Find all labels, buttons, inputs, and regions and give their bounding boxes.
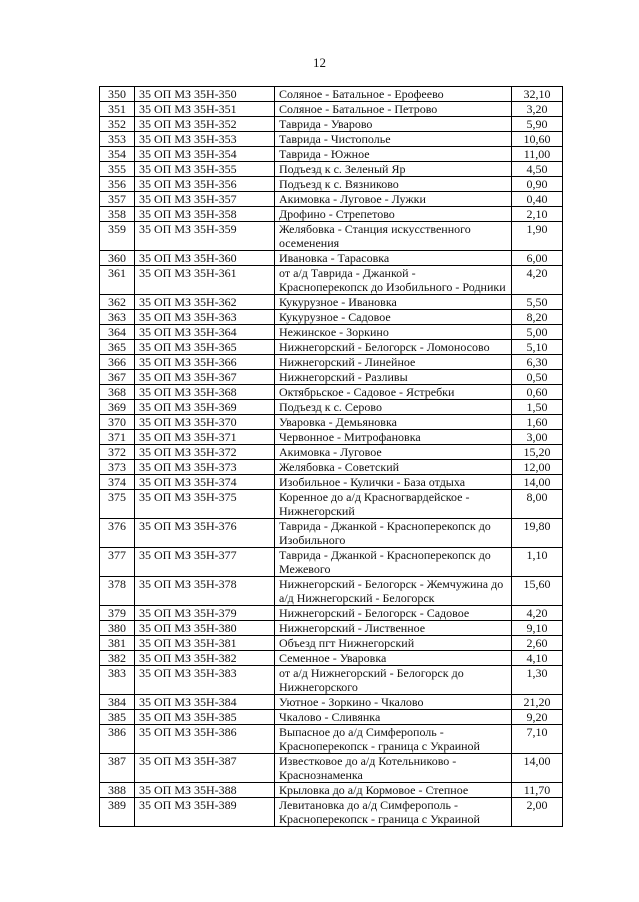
- road-name-cell: от а/д Нижнегорский - Белогорск до Нижнегорского: [275, 666, 512, 695]
- road-length-cell: 19,80: [512, 519, 563, 548]
- road-name-cell: Соляное - Батальное - Ерофеево: [275, 87, 512, 102]
- table-row: [100, 192, 563, 207]
- road-code-cell: 35 ОП МЗ 35Н-356: [135, 177, 275, 192]
- row-number-cell: 352: [100, 117, 135, 132]
- table-row: [100, 490, 563, 519]
- row-number-cell: 368: [100, 385, 135, 400]
- road-name-cell: Нижнегорский - Белогорск - Ломоносово: [275, 340, 512, 355]
- table-row: [100, 340, 563, 355]
- table-row: [100, 519, 563, 548]
- road-length-cell: 11,00: [512, 147, 563, 162]
- row-number-cell: 360: [100, 251, 135, 266]
- road-name-cell: Коренное до а/д Красногвардейское - Нижнегорский: [275, 490, 512, 519]
- row-number-cell: 382: [100, 651, 135, 666]
- road-name-cell: от а/д Таврида - Джанкой - Красноперекопск до Изобильного - Родники: [275, 266, 512, 295]
- table-row: [100, 725, 563, 754]
- row-number-cell: 370: [100, 415, 135, 430]
- table-row: [100, 87, 563, 102]
- road-name-cell: Левитановка до а/д Симферополь - Красноперекопск - граница с Украиной: [275, 798, 512, 827]
- road-code-cell: 35 ОП МЗ 35Н-361: [135, 266, 275, 295]
- table-row: [100, 222, 563, 251]
- row-number-cell: 363: [100, 310, 135, 325]
- row-number-cell: 372: [100, 445, 135, 460]
- row-number-cell: 386: [100, 725, 135, 754]
- road-name-cell: Таврида - Джанкой - Красноперекопск до Изобильного: [275, 519, 512, 548]
- road-length-cell: 1,90: [512, 222, 563, 251]
- table-row: [100, 162, 563, 177]
- road-code-cell: 35 ОП МЗ 35Н-383: [135, 666, 275, 695]
- road-code-cell: 35 ОП МЗ 35Н-350: [135, 87, 275, 102]
- row-number-cell: 364: [100, 325, 135, 340]
- road-name-cell: Желябовка - Советский: [275, 460, 512, 475]
- road-code-cell: 35 ОП МЗ 35Н-352: [135, 117, 275, 132]
- table-row: [100, 636, 563, 651]
- road-name-cell: Чкалово - Сливянка: [275, 710, 512, 725]
- road-length-cell: 11,70: [512, 783, 563, 798]
- table-row: [100, 385, 563, 400]
- road-name-cell: Желябовка - Станция искусственного осеменения: [275, 222, 512, 251]
- table-row: [100, 460, 563, 475]
- table-row: [100, 251, 563, 266]
- roads-table: [99, 86, 563, 827]
- road-length-cell: 2,10: [512, 207, 563, 222]
- table-row: [100, 577, 563, 606]
- road-name-cell: Червонное - Митрофановка: [275, 430, 512, 445]
- road-length-cell: 1,60: [512, 415, 563, 430]
- road-name-cell: Известковое до а/д Котельниково - Краснознаменка: [275, 754, 512, 783]
- road-name-cell: Таврида - Уварово: [275, 117, 512, 132]
- road-name-cell: Подъезд к с. Вязниково: [275, 177, 512, 192]
- road-code-cell: 35 ОП МЗ 35Н-362: [135, 295, 275, 310]
- row-number-cell: 381: [100, 636, 135, 651]
- road-name-cell: Соляное - Батальное - Петрово: [275, 102, 512, 117]
- road-length-cell: 6,30: [512, 355, 563, 370]
- road-code-cell: 35 ОП МЗ 35Н-363: [135, 310, 275, 325]
- road-code-cell: 35 ОП МЗ 35Н-371: [135, 430, 275, 445]
- road-name-cell: Нижнегорский - Линейное: [275, 355, 512, 370]
- row-number-cell: 367: [100, 370, 135, 385]
- road-length-cell: 6,00: [512, 251, 563, 266]
- road-length-cell: 3,00: [512, 430, 563, 445]
- road-code-cell: 35 ОП МЗ 35Н-376: [135, 519, 275, 548]
- road-code-cell: 35 ОП МЗ 35Н-372: [135, 445, 275, 460]
- road-name-cell: Объезд пгт Нижнегорский: [275, 636, 512, 651]
- table-row: [100, 710, 563, 725]
- road-length-cell: 5,50: [512, 295, 563, 310]
- road-name-cell: Таврида - Южное: [275, 147, 512, 162]
- road-length-cell: 0,90: [512, 177, 563, 192]
- table-row: [100, 606, 563, 621]
- road-code-cell: 35 ОП МЗ 35Н-373: [135, 460, 275, 475]
- row-number-cell: 378: [100, 577, 135, 606]
- road-length-cell: 15,20: [512, 445, 563, 460]
- row-number-cell: 374: [100, 475, 135, 490]
- row-number-cell: 389: [100, 798, 135, 827]
- road-name-cell: Выпасное до а/д Симферополь - Красноперекопск - граница с Украиной: [275, 725, 512, 754]
- row-number-cell: 377: [100, 548, 135, 577]
- table-row: [100, 102, 563, 117]
- road-code-cell: 35 ОП МЗ 35Н-367: [135, 370, 275, 385]
- road-name-cell: Таврида - Чистополье: [275, 132, 512, 147]
- road-name-cell: Акимовка - Луговое: [275, 445, 512, 460]
- row-number-cell: 387: [100, 754, 135, 783]
- row-number-cell: 358: [100, 207, 135, 222]
- table-row: [100, 695, 563, 710]
- row-number-cell: 388: [100, 783, 135, 798]
- road-length-cell: 8,00: [512, 490, 563, 519]
- table-row: [100, 415, 563, 430]
- roads-table-body: [100, 87, 563, 827]
- table-row: [100, 798, 563, 827]
- road-length-cell: 0,40: [512, 192, 563, 207]
- road-name-cell: Таврида - Джанкой - Красноперекопск до Межевого: [275, 548, 512, 577]
- table-row: [100, 651, 563, 666]
- row-number-cell: 353: [100, 132, 135, 147]
- road-length-cell: 5,10: [512, 340, 563, 355]
- road-length-cell: 14,00: [512, 754, 563, 783]
- road-code-cell: 35 ОП МЗ 35Н-381: [135, 636, 275, 651]
- row-number-cell: 361: [100, 266, 135, 295]
- road-length-cell: 21,20: [512, 695, 563, 710]
- road-name-cell: Изобильное - Кулички - База отдыха: [275, 475, 512, 490]
- row-number-cell: 359: [100, 222, 135, 251]
- table-row: [100, 621, 563, 636]
- table-row: [100, 370, 563, 385]
- road-code-cell: 35 ОП МЗ 35Н-380: [135, 621, 275, 636]
- table-row: [100, 177, 563, 192]
- road-code-cell: 35 ОП МЗ 35Н-369: [135, 400, 275, 415]
- road-code-cell: 35 ОП МЗ 35Н-351: [135, 102, 275, 117]
- road-code-cell: 35 ОП МЗ 35Н-385: [135, 710, 275, 725]
- row-number-cell: 355: [100, 162, 135, 177]
- row-number-cell: 354: [100, 147, 135, 162]
- row-number-cell: 371: [100, 430, 135, 445]
- road-length-cell: 5,00: [512, 325, 563, 340]
- road-name-cell: Подъезд к с. Зеленый Яр: [275, 162, 512, 177]
- table-row: [100, 266, 563, 295]
- table-row: [100, 430, 563, 445]
- row-number-cell: 384: [100, 695, 135, 710]
- road-length-cell: 2,00: [512, 798, 563, 827]
- table-row: [100, 666, 563, 695]
- table-row: [100, 475, 563, 490]
- road-code-cell: 35 ОП МЗ 35Н-358: [135, 207, 275, 222]
- road-code-cell: 35 ОП МЗ 35Н-378: [135, 577, 275, 606]
- road-length-cell: 12,00: [512, 460, 563, 475]
- road-code-cell: 35 ОП МЗ 35Н-377: [135, 548, 275, 577]
- road-name-cell: Подъезд к с. Серово: [275, 400, 512, 415]
- row-number-cell: 380: [100, 621, 135, 636]
- road-name-cell: Уваровка - Демьяновка: [275, 415, 512, 430]
- table-row: [100, 207, 563, 222]
- road-name-cell: Семенное - Уваровка: [275, 651, 512, 666]
- road-name-cell: Кукурузное - Садовое: [275, 310, 512, 325]
- road-name-cell: Октябрьское - Садовое - Ястребки: [275, 385, 512, 400]
- road-length-cell: 5,90: [512, 117, 563, 132]
- page-number: 12: [313, 55, 326, 70]
- road-code-cell: 35 ОП МЗ 35Н-388: [135, 783, 275, 798]
- road-name-cell: Нежинское - Зоркино: [275, 325, 512, 340]
- row-number-cell: 356: [100, 177, 135, 192]
- road-name-cell: Нижнегорский - Белогорск - Садовое: [275, 606, 512, 621]
- road-code-cell: 35 ОП МЗ 35Н-366: [135, 355, 275, 370]
- road-code-cell: 35 ОП МЗ 35Н-375: [135, 490, 275, 519]
- road-length-cell: 0,50: [512, 370, 563, 385]
- road-code-cell: 35 ОП МЗ 35Н-387: [135, 754, 275, 783]
- road-length-cell: 14,00: [512, 475, 563, 490]
- road-code-cell: 35 ОП МЗ 35Н-353: [135, 132, 275, 147]
- row-number-cell: 383: [100, 666, 135, 695]
- road-name-cell: Дрофино - Стрепетово: [275, 207, 512, 222]
- road-name-cell: Крыловка до а/д Кормовое - Степное: [275, 783, 512, 798]
- road-code-cell: 35 ОП МЗ 35Н-357: [135, 192, 275, 207]
- table-row: [100, 310, 563, 325]
- row-number-cell: 375: [100, 490, 135, 519]
- road-length-cell: 4,20: [512, 266, 563, 295]
- road-code-cell: 35 ОП МЗ 35Н-386: [135, 725, 275, 754]
- road-length-cell: 3,20: [512, 102, 563, 117]
- table-row: [100, 132, 563, 147]
- road-code-cell: 35 ОП МЗ 35Н-389: [135, 798, 275, 827]
- row-number-cell: 366: [100, 355, 135, 370]
- road-length-cell: 0,60: [512, 385, 563, 400]
- row-number-cell: 369: [100, 400, 135, 415]
- road-length-cell: 8,20: [512, 310, 563, 325]
- road-code-cell: 35 ОП МЗ 35Н-359: [135, 222, 275, 251]
- table-row: [100, 117, 563, 132]
- road-code-cell: 35 ОП МЗ 35Н-368: [135, 385, 275, 400]
- row-number-cell: 373: [100, 460, 135, 475]
- road-length-cell: 4,50: [512, 162, 563, 177]
- road-length-cell: 10,60: [512, 132, 563, 147]
- road-length-cell: 15,60: [512, 577, 563, 606]
- table-row: [100, 295, 563, 310]
- road-length-cell: 1,30: [512, 666, 563, 695]
- road-code-cell: 35 ОП МЗ 35Н-354: [135, 147, 275, 162]
- road-code-cell: 35 ОП МЗ 35Н-355: [135, 162, 275, 177]
- road-length-cell: 1,50: [512, 400, 563, 415]
- road-length-cell: 1,10: [512, 548, 563, 577]
- row-number-cell: 385: [100, 710, 135, 725]
- road-length-cell: 32,10: [512, 87, 563, 102]
- row-number-cell: 376: [100, 519, 135, 548]
- road-code-cell: 35 ОП МЗ 35Н-370: [135, 415, 275, 430]
- road-length-cell: 9,20: [512, 710, 563, 725]
- row-number-cell: 357: [100, 192, 135, 207]
- road-name-cell: Кукурузное - Ивановка: [275, 295, 512, 310]
- table-row: [100, 783, 563, 798]
- road-name-cell: Нижнегорский - Белогорск - Жемчужина до а/д Нижнегорский - Белогорск: [275, 577, 512, 606]
- row-number-cell: 351: [100, 102, 135, 117]
- road-name-cell: Акимовка - Луговое - Лужки: [275, 192, 512, 207]
- road-length-cell: 4,20: [512, 606, 563, 621]
- table-row: [100, 147, 563, 162]
- table-row: [100, 445, 563, 460]
- road-length-cell: 9,10: [512, 621, 563, 636]
- road-length-cell: 4,10: [512, 651, 563, 666]
- road-name-cell: Уютное - Зоркино - Чкалово: [275, 695, 512, 710]
- road-name-cell: Нижнегорский - Лиственное: [275, 621, 512, 636]
- road-code-cell: 35 ОП МЗ 35Н-360: [135, 251, 275, 266]
- table-row: [100, 400, 563, 415]
- row-number-cell: 362: [100, 295, 135, 310]
- road-length-cell: 7,10: [512, 725, 563, 754]
- road-name-cell: Нижнегорский - Разливы: [275, 370, 512, 385]
- table-row: [100, 325, 563, 340]
- row-number-cell: 350: [100, 87, 135, 102]
- road-code-cell: 35 ОП МЗ 35Н-374: [135, 475, 275, 490]
- table-row: [100, 355, 563, 370]
- road-name-cell: Ивановка - Тарасовка: [275, 251, 512, 266]
- road-length-cell: 2,60: [512, 636, 563, 651]
- row-number-cell: 379: [100, 606, 135, 621]
- road-code-cell: 35 ОП МЗ 35Н-384: [135, 695, 275, 710]
- table-row: [100, 548, 563, 577]
- row-number-cell: 365: [100, 340, 135, 355]
- road-code-cell: 35 ОП МЗ 35Н-379: [135, 606, 275, 621]
- road-code-cell: 35 ОП МЗ 35Н-364: [135, 325, 275, 340]
- road-code-cell: 35 ОП МЗ 35Н-382: [135, 651, 275, 666]
- table-row: [100, 754, 563, 783]
- road-code-cell: 35 ОП МЗ 35Н-365: [135, 340, 275, 355]
